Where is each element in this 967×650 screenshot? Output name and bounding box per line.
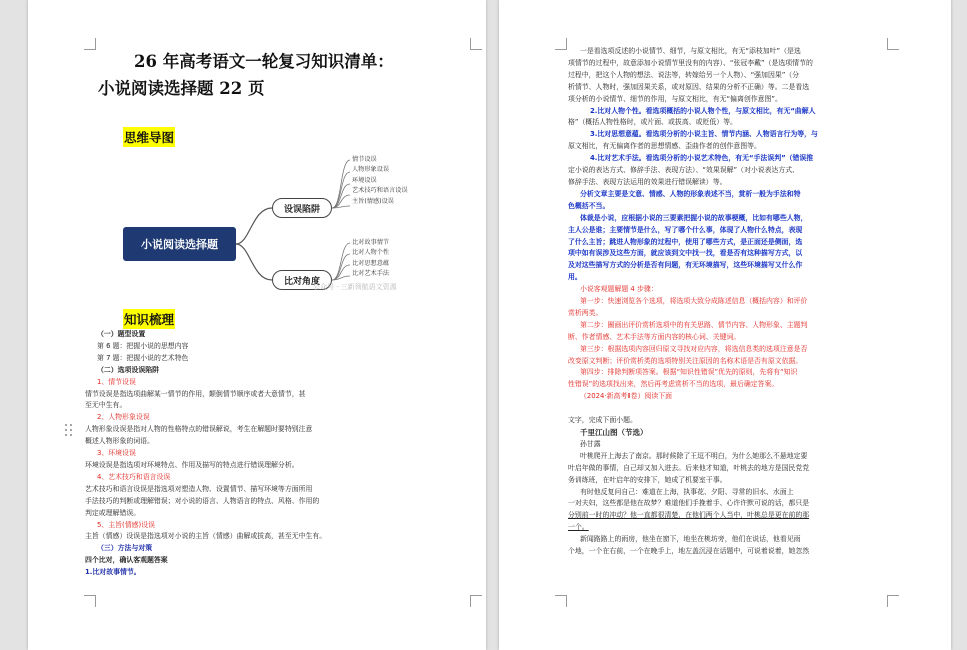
mindmap-heading: 思维导图	[123, 127, 175, 147]
text-line: 2、人物形象设误	[97, 413, 150, 422]
text-line: 分别前一时的冲动？他一直都很清楚，在他们两个人当中，叶桃总是更在前的那	[568, 511, 810, 520]
text-line: 文字，完成下面小题。	[568, 416, 637, 425]
text-line: 有时他反复问自己：难道在上海，执事花、夕阳、寻常的旧水、水面上	[580, 487, 794, 496]
text-line: 格”（概括人物性格时，或片面、或拔高、或贬低）等。	[568, 118, 737, 127]
mindmap-branch-errors: 设误陷阱	[272, 198, 332, 218]
text-line: 析情节、人物时，强加因果关系，或对原因、结果的分析不正确）等。二是看选	[568, 82, 810, 91]
text-line: 项分析的小说情节、细节的作用，与原文相比，有无“偏离创作意图”。	[568, 94, 782, 103]
text-line: 小说客观题解题 4 步骤：	[580, 285, 658, 294]
text-line: 体裁是小说，应根据小说的三要素把握小说的故事梗概，比如有哪些人物，	[580, 213, 808, 222]
text-line	[568, 403, 898, 415]
crop-mark	[84, 38, 96, 50]
crop-mark	[84, 595, 96, 607]
text-line: 环境设误是指选项对环境特点、作用及描写的特点进行错误理解分析。	[85, 460, 299, 469]
text-line: 3.比对思想意蕴。看选项分析的小说主旨、情节内涵、人物语言行为等，与	[590, 130, 818, 139]
text-line: 用。	[568, 273, 582, 282]
right-body-text	[568, 46, 898, 558]
drag-handle-icon[interactable]	[65, 424, 73, 438]
text-line: 第一步：快速浏览各个选项，将选项大致分成陈述信息（概括内容）和评价	[580, 297, 808, 306]
text-line: 人物形象设误是指对人物的性格特点的错误解说，考生在解题时要特别注意	[85, 425, 313, 434]
mindmap-leaf: 比对故事情节	[352, 239, 390, 246]
mindmap-leaf: 人物形象设误	[352, 166, 390, 174]
text-line: 色概括不当。	[568, 201, 610, 210]
mindmap-leaf: 艺术技巧和语言设误	[352, 187, 408, 195]
text-line: 原文相比，有无偏离作者的思想情感、歪曲作者的创作意图等。	[568, 142, 761, 151]
mindmap-leaf-errors-list	[352, 155, 408, 207]
text-line: 第 7 题：把握小说的艺术特色	[97, 353, 189, 362]
mindmap-leaf: 比对艺术手法	[352, 270, 390, 278]
text-line: 分析文章主要是文意、情感、人物的形象表述不当，赏析一般为手法和特	[580, 189, 801, 198]
text-line: 2.比对人物个性。看选项概括的小说人物个性，与原文相比，有无“曲解人	[590, 106, 816, 115]
text-line: 修辞手法、表现方法运用的效果进行错误解读）等。	[568, 177, 727, 186]
text-line: 概述人物形象的词语。	[85, 437, 154, 446]
text-line: （三）方法与对策	[97, 544, 153, 553]
text-line: 性错误”的选项找出来，然后再考虑赏析不当的选项，最后确定答案。	[568, 380, 779, 389]
text-line: 第三步：根据选项内容回归原文寻找对应内容，将选信息类的选项注意是否	[580, 344, 808, 353]
text-line: 第二步：圈画出评价赏析选项中的有关思路、情节内容、人物形象、主题判	[580, 320, 808, 329]
text-line: 叶启年做的事情，自己却又加入进去。后来他才知道，叶桃去的地方是国民党党	[568, 463, 810, 472]
watermark-text: 公众号 · 三新领航语文资源	[313, 283, 397, 291]
text-line: （2024·新高考Ⅱ卷）阅读下面	[580, 392, 673, 401]
mindmap-leaf: 主旨(情感)设误	[352, 197, 394, 205]
text-line: 定小说的表达方式、修辞手法、表现方法）、“效果误解”（对小说表达方式、	[568, 166, 800, 175]
text-line: 项情节的过程中，故意添加小说情节里没有的内容）、“张冠李戴”（是选项情节的	[568, 58, 813, 67]
text-line: 新闻路路上的雨房，他坐在窗下，地坐在桃坊旁，他们在说话，他看见雨	[580, 535, 801, 544]
crop-mark	[555, 595, 567, 607]
text-line: 3、环境设误	[97, 449, 136, 458]
mindmap-center-node: 小说阅读选择题	[123, 227, 236, 261]
text-line: 个地，一个在右前，一个在晚手上，地左盖沉浸在话题中，可说着说着，她忽然	[568, 547, 810, 556]
text-line: 主旨（情感）设误是指选项对小说的主旨（情感）曲解或拔高，甚至无中生有。	[85, 532, 327, 541]
text-line: （一）题型设置	[97, 330, 146, 338]
mindmap-branch-compare: 比对角度	[272, 270, 332, 290]
text-line: 5、主旨(情感)设误	[97, 520, 155, 529]
text-line: 4.比对艺术手法。看选项分析的小说艺术特色，有无“手法误判”（错误推	[590, 154, 814, 163]
text-line: 1.比对故事情节。	[85, 568, 141, 577]
text-line: 1、情节设误	[97, 377, 136, 386]
text-line: 了什么主旨；跳进人物形象的过程中，使用了哪些方式，是正面还是侧面，选	[568, 237, 803, 246]
text-line: （二）选项设误陷阱	[97, 365, 160, 374]
text-line: 叶桃爬开上海去了南京。那时候除了王逗不明白，为什么她那么不悬地定要	[580, 451, 808, 460]
mindmap-leaf: 比对人物个性	[352, 249, 390, 257]
text-line: 断、作者情感、艺术手法等方面内容的核心词、关键词。	[568, 332, 741, 341]
text-line: 务训练班，在叶启年的安排下，她成了机要室干事。	[568, 475, 727, 484]
text-line: 第 6 题：把握小说的思想内容	[97, 341, 189, 350]
text-line: 主人公是谁；主要情节是什么，写了哪个什么事，体现了人物什么特点，表现	[568, 225, 803, 234]
text-line: 第四步：排除判断项答案。根据“知识性错误”优先的原则，先将有“知识	[580, 368, 798, 377]
crop-mark	[887, 595, 899, 607]
text-line: 项中如有误涉及这些方面，就应该到文中找一找，看是否有这种描写方式，以	[568, 249, 803, 258]
text-line: 千里江山图（节选）	[580, 427, 648, 437]
title-line-2: 小说阅读选择题 22 页	[98, 79, 265, 98]
title-line-1: 26 年高考语文一轮复习知识清单：	[134, 52, 394, 71]
document-page-left	[28, 0, 486, 650]
text-line: 赏析两类。	[568, 308, 603, 317]
mindmap-leaf-compare-list	[352, 238, 389, 280]
crop-mark	[555, 38, 567, 50]
text-line: 孙甘露	[580, 439, 601, 448]
left-body-text	[85, 329, 441, 579]
text-line: 艺术技巧和语言设误是指选项对塑造人物、设置情节、描写环境等方面所用	[85, 484, 313, 493]
text-line: 手法技巧的判断或理解错误；对小说的语言、人物语言的特点、风格、作用的	[85, 496, 320, 505]
text-line: 改变原文判断；评价赏析类的选项特别关注原因的名称术语是否有原文依据。	[568, 356, 803, 365]
crop-mark	[470, 38, 482, 50]
text-line: 判定或理解错误。	[85, 508, 141, 517]
text-line: 情节设误是指选项曲解某一情节的作用，颠倒情节顺序或者大意情节，甚	[85, 389, 306, 398]
text-line: 4、艺术技巧和语言设误	[97, 472, 171, 481]
text-line: 一是看选项反述的小说情节、细节，与原文相比，有无“添枝加叶”（是选	[580, 47, 801, 55]
text-line: 一个。	[568, 523, 589, 532]
text-line: 过程中，把这个人物的想法、说法等，转嫁给另一个人物）、“强加因果”（分	[568, 70, 800, 79]
knowledge-heading: 知识梳理	[123, 309, 175, 329]
mindmap-leaf: 环境设误	[352, 176, 377, 184]
text-line: 至无中生有。	[85, 401, 127, 410]
text-line: 及对这些描写方式的分析是否有问题，有无环境描写，这些环境描写又什么作	[568, 261, 803, 270]
text-line: 四个比对，确认客观题答案	[85, 556, 168, 565]
document-title	[98, 48, 468, 102]
crop-mark	[470, 595, 482, 607]
mindmap-leaf: 比对思想意蕴	[352, 259, 390, 267]
text-line: 一对夫妇，这些都是他在故梦？难道他们手挽着手、心许许默可说的话，都只是	[568, 499, 810, 508]
mindmap-leaf: 情节设误	[352, 156, 377, 163]
